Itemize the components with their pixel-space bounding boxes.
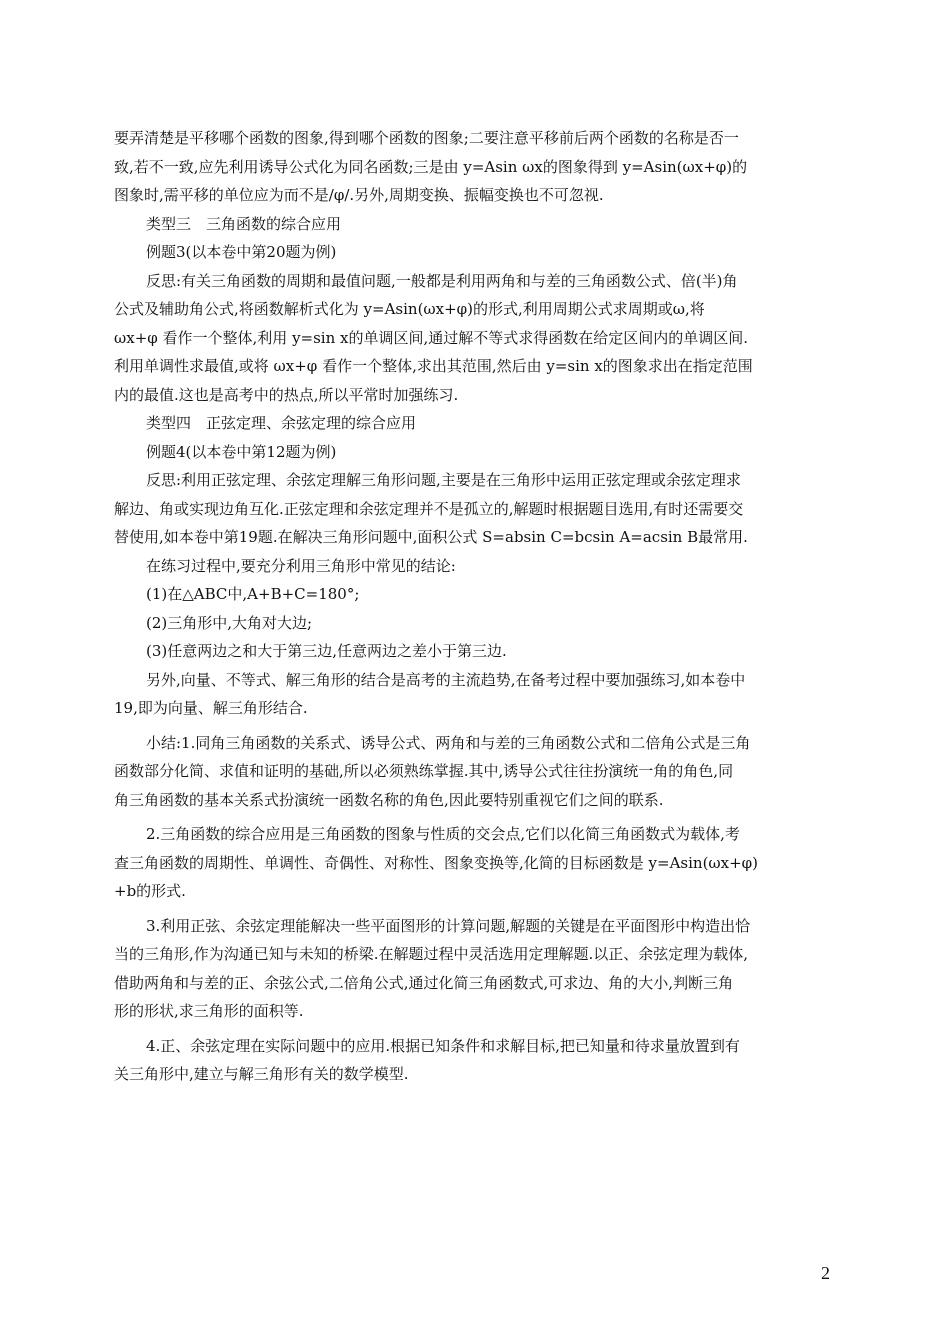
- text-line: 公式及辅助角公式,将函数解析式化为 y=Asin(ωx+φ)的形式,利用周期公式求周期或ω,将: [114, 300, 705, 318]
- text-line: 替使用,如本卷中第19题.在解决三角形问题中,面积公式 S=absin C=bcsin A=acsin B最常用.: [114, 528, 748, 546]
- summary-point-2: 2.三角函数的综合应用是三角函数的图象与性质的交会点,它们以化简三角函数式为载体,考: [146, 825, 740, 843]
- example-4-label: 例题4(以本卷中第12题为例): [146, 442, 337, 461]
- text-line: 函数部分化简、求值和证明的基础,所以必须熟练掌握.其中,诱导公式往往扮演统一角的角色,同: [114, 762, 734, 780]
- example-3-label: 例题3(以本卷中第20题为例): [146, 243, 337, 261]
- text-line: 致,若不一致,应先利用诱导公式化为同名函数;三是由 y=Asin ωx的图象得到 y=Asin(ωx+φ)的: [114, 157, 748, 176]
- summary-point-1: 小结:1.同角三角函数的关系式、诱导公式、两角和与差的三角函数公式和二倍角公式是三角: [146, 733, 751, 752]
- text-line: 要弄清楚是平移哪个函数的图象,得到哪个函数的图象;二要注意平移前后两个函数的名称是否一: [114, 129, 739, 147]
- text-line: 查三角函数的周期性、单调性、奇偶性、对称性、图象变换等,化简的目标函数是 y=Asin(ωx+φ): [114, 853, 759, 872]
- text-line: 反思:利用正弦定理、余弦定理解三角形问题,主要是在三角形中运用正弦定理或余弦定理求: [146, 471, 741, 489]
- list-item: (1)在△ABC中,A+B+C=180°;: [146, 585, 360, 603]
- text-line: 图象时,需平移的单位应为而不是/φ/.另外,周期变换、振幅变换也不可忽视.: [114, 186, 604, 204]
- text-line: 关三角形中,建立与解三角形有关的数学模型.: [114, 1065, 409, 1083]
- summary-point-3: 3.利用正弦、余弦定理能解决一些平面图形的计算问题,解题的关键是在平面图形中构造出恰: [146, 916, 751, 935]
- summary-point-4: 4.正、余弦定理在实际问题中的应用.根据已知条件和求解目标,把已知量和待求量放置到有: [146, 1036, 740, 1055]
- text-line: 在练习过程中,要充分利用三角形中常见的结论:: [146, 556, 456, 575]
- text-line: 解边、角或实现边角互化.正弦定理和余弦定理并不是孤立的,解题时根据题目选用,有时还需要交: [114, 499, 744, 518]
- section-heading-type-4: 类型四 正弦定理、余弦定理的综合应用: [146, 414, 417, 432]
- text-line: 借助两角和与差的正、余弦公式,二倍角公式,通过化简三角函数式,可求边、角的大小,判断三角: [114, 973, 734, 992]
- list-item: (3)任意两边之和大于第三边,任意两边之差小于第三边.: [146, 642, 507, 660]
- text-line: 反思:有关三角函数的周期和最值问题,一般都是利用两角和与差的三角函数公式、倍(半)角: [146, 271, 738, 290]
- list-item: (2)三角形中,大角对大边;: [146, 613, 313, 632]
- text-line: 角三角函数的基本关系式扮演统一函数名称的角色,因此要特别重视它们之间的联系.: [114, 790, 664, 809]
- text-line: ωx+φ 看作一个整体,利用 y=sin x的单调区间,通过解不等式求得函数在给定区间内的单调区间.: [114, 328, 749, 347]
- section-heading-type-3: 类型三 三角函数的综合应用: [146, 214, 342, 233]
- text-line: 内的最值.这也是高考中的热点,所以平常时加强练习.: [114, 385, 459, 404]
- body-text: [114, 124, 836, 1089]
- text-line: 当的三角形,作为沟通已知与未知的桥梁.在解题过程中灵活选用定理解题.以正、余弦定理为载体,: [114, 945, 749, 963]
- text-line: +b的形式.: [114, 882, 186, 900]
- text-line: 19,即为向量、解三角形结合.: [114, 699, 308, 717]
- text-line: 另外,向量、不等式、解三角形的结合是高考的主流趋势,在备考过程中要加强练习,如本卷中: [146, 670, 746, 689]
- text-line: 利用单调性求最值,或将 ωx+φ 看作一个整体,求出其范围,然后由 y=sin x的图象求出在指定范围: [114, 357, 753, 375]
- text-line: 形的形状,求三角形的面积等.: [114, 1002, 304, 1020]
- page-number: 2: [821, 1263, 830, 1283]
